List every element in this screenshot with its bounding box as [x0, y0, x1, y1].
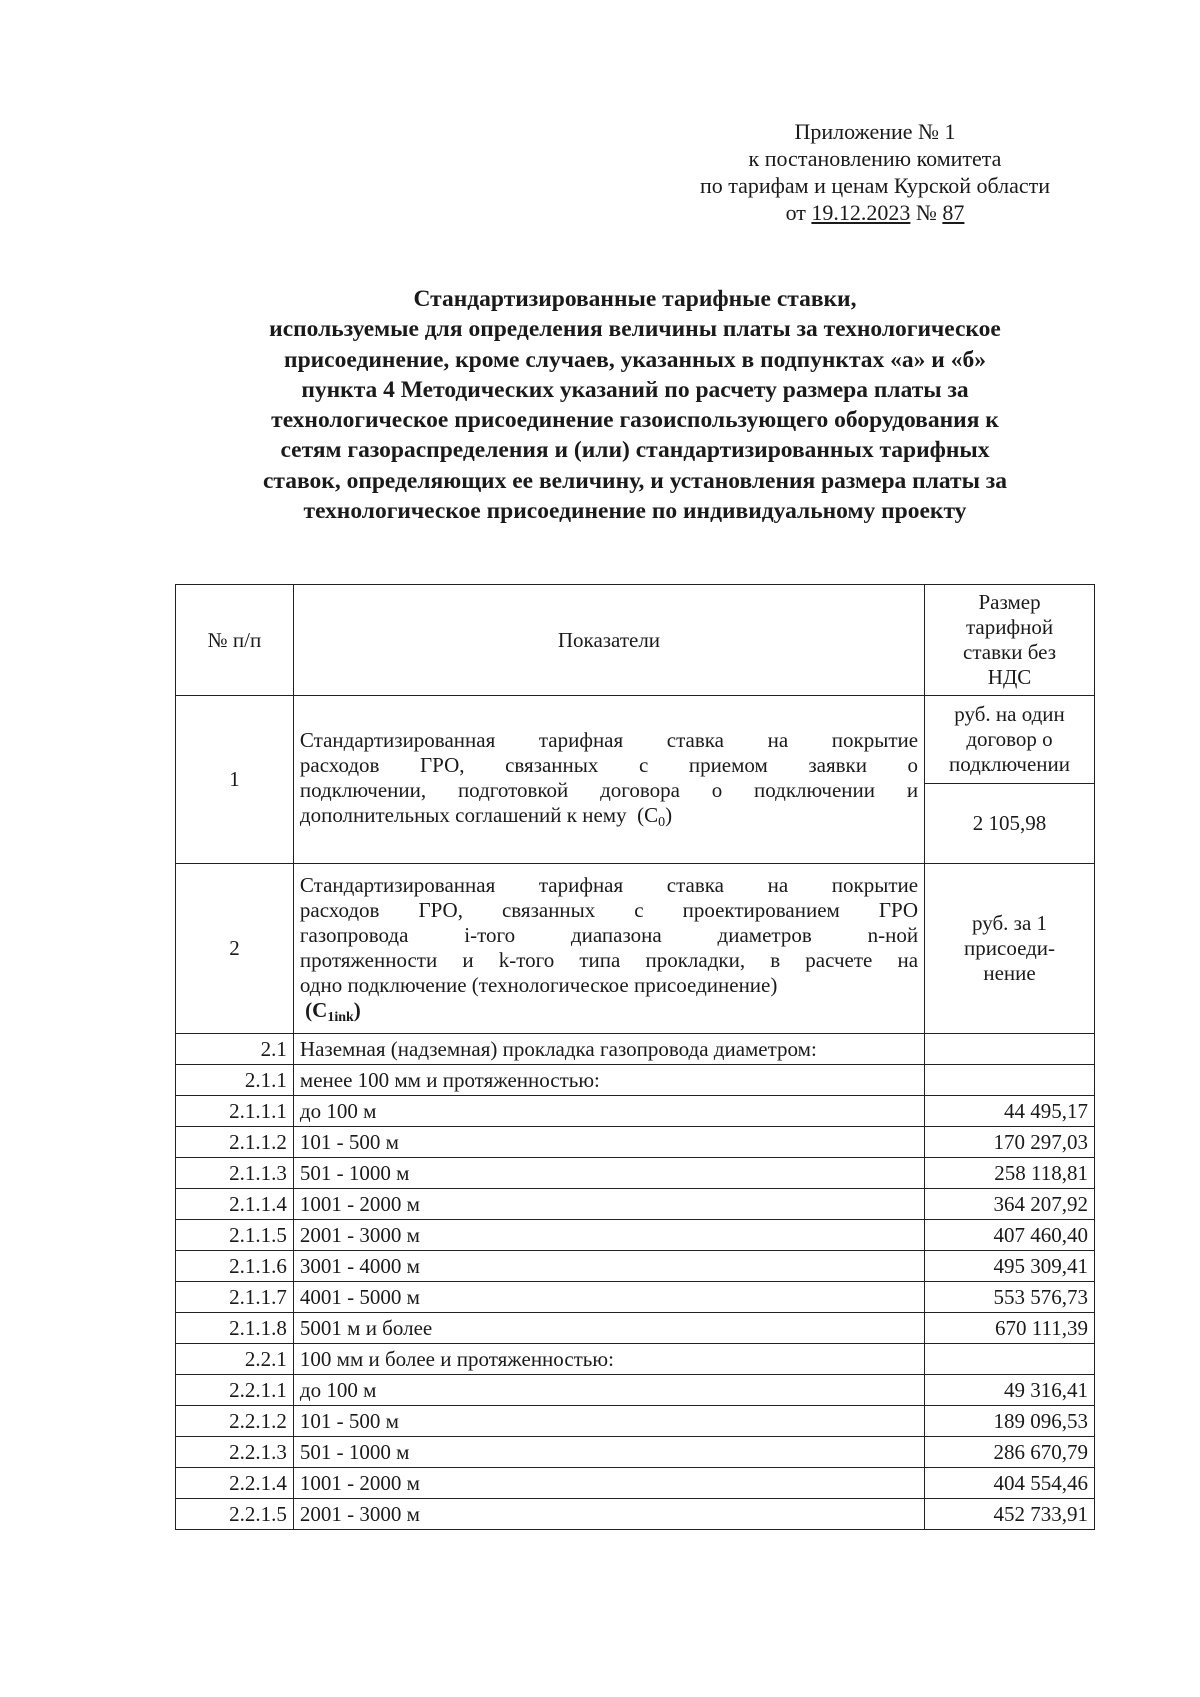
row-num: 2.2.1.3 [176, 1437, 294, 1468]
row-indicator: 101 - 500 м [293, 1406, 924, 1437]
row-value: 286 670,79 [925, 1437, 1095, 1468]
header-indicator: Показатели [293, 585, 924, 696]
tariff-data-rows [176, 1034, 1095, 1530]
row-1-value: 2 105,98 [925, 784, 1095, 864]
table-row [176, 1251, 1095, 1282]
row-value [925, 1034, 1095, 1065]
row-num: 2.1.1.7 [176, 1282, 294, 1313]
row-num: 2.1.1.3 [176, 1158, 294, 1189]
header-num: № п/п [176, 585, 294, 696]
table-row [176, 1406, 1095, 1437]
row-num: 2.1.1 [176, 1065, 294, 1096]
row-num: 2.2.1.5 [176, 1499, 294, 1530]
row-1-num: 1 [176, 696, 294, 864]
appendix-committee: по тарифам и ценам Курской области [699, 173, 1051, 198]
row-indicator: 101 - 500 м [293, 1127, 924, 1158]
row-num: 2.1.1.1 [176, 1096, 294, 1127]
table-row [176, 1344, 1095, 1375]
row-indicator: 2001 - 3000 м [293, 1220, 924, 1251]
row-value [925, 1065, 1095, 1096]
row-2-num: 2 [176, 864, 294, 1034]
table-row [176, 1282, 1095, 1313]
table-row [176, 1189, 1095, 1220]
row-num: 2.2.1 [176, 1344, 294, 1375]
row-indicator: 501 - 1000 м [293, 1437, 924, 1468]
row-indicator: менее 100 мм и протяженностью: [293, 1065, 924, 1096]
appendix-date-line: от 19.12.2023 № 87 [785, 200, 965, 225]
row-value: 258 118,81 [925, 1158, 1095, 1189]
row-2-text: Стандартизированная тарифная ставка на покрытие расходов ГРО, связанных с проектированием ГРО газопровода i-того диапазона диаметров n-ной протяженности и k-того типа прокладки, в расчете на одно подключение (технологическое присоединение) (C1ink) [293, 864, 924, 1034]
table-row-1-unit [176, 696, 1095, 784]
row-value: 553 576,73 [925, 1282, 1095, 1313]
row-indicator: 5001 м и более [293, 1313, 924, 1344]
table-row [176, 1313, 1095, 1344]
row-1-text: Стандартизированная тарифная ставка на покрытие расходов ГРО, связанных с приемом заявки о подключении, подготовкой договора о подключении и дополнительных соглашений к нему (C0) [293, 696, 924, 864]
tariff-table [175, 584, 1095, 1530]
row-indicator: 2001 - 3000 м [293, 1499, 924, 1530]
table-row-2 [176, 864, 1095, 1034]
row-value: 189 096,53 [925, 1406, 1095, 1437]
row-indicator: до 100 м [293, 1096, 924, 1127]
row-value: 364 207,92 [925, 1189, 1095, 1220]
row-value [925, 1344, 1095, 1375]
row-value: 407 460,40 [925, 1220, 1095, 1251]
document-title: Стандартизированные тарифные ставки, используемые для определения величины платы за технологическое присоединение, кроме случаев, указанных в подпунктах «а» и «б» пункта 4 Методических указаний по расчету размера платы за технологическое присоединение газоиспользующего оборудования к сетям газораспределения и (или) стандартизированных тарифных ставок, определяющих ее величину, и установления размера платы за технологическое присоединение по индивидуальному проекту [262, 286, 1007, 525]
row-indicator: 3001 - 4000 м [293, 1251, 924, 1282]
table-row [176, 1096, 1095, 1127]
row-num: 2.1.1.6 [176, 1251, 294, 1282]
row-value: 49 316,41 [925, 1375, 1095, 1406]
table-row [176, 1375, 1095, 1406]
table-row [176, 1220, 1095, 1251]
appendix-title: Приложение № 1 [794, 119, 956, 144]
row-num: 2.1.1.8 [176, 1313, 294, 1344]
header-value: Размер тарифной ставки без НДС [925, 585, 1095, 696]
row-num: 2.2.1.4 [176, 1468, 294, 1499]
row-value: 404 554,46 [925, 1468, 1095, 1499]
row-1-unit: руб. на один договор о подключении [925, 696, 1095, 784]
row-num: 2.1.1.2 [176, 1127, 294, 1158]
appendix-header [640, 118, 1110, 226]
table-row [176, 1468, 1095, 1499]
row-num: 2.2.1.1 [176, 1375, 294, 1406]
row-indicator: до 100 м [293, 1375, 924, 1406]
table-row [176, 1127, 1095, 1158]
row-value: 44 495,17 [925, 1096, 1095, 1127]
row-indicator: 4001 - 5000 м [293, 1282, 924, 1313]
row-indicator: Наземная (надземная) прокладка газопровода диаметром: [293, 1034, 924, 1065]
appendix-number: 87 [942, 200, 965, 225]
row-indicator: 1001 - 2000 м [293, 1189, 924, 1220]
row-num: 2.1.1.5 [176, 1220, 294, 1251]
appendix-date: 19.12.2023 [811, 200, 911, 225]
row-value: 170 297,03 [925, 1127, 1095, 1158]
row-value: 452 733,91 [925, 1499, 1095, 1530]
table-row [176, 1158, 1095, 1189]
table-row [176, 1034, 1095, 1065]
row-2-unit: руб. за 1 присоеди- нение [925, 864, 1095, 1034]
row-indicator: 1001 - 2000 м [293, 1468, 924, 1499]
appendix-resolution: к постановлению комитета [748, 146, 1002, 171]
row-value: 495 309,41 [925, 1251, 1095, 1282]
table-header-row [176, 585, 1095, 696]
table-row [176, 1437, 1095, 1468]
row-value: 670 111,39 [925, 1313, 1095, 1344]
row-num: 2.1.1.4 [176, 1189, 294, 1220]
row-num: 2.2.1.2 [176, 1406, 294, 1437]
row-num: 2.1 [176, 1034, 294, 1065]
row-indicator: 501 - 1000 м [293, 1158, 924, 1189]
table-row [176, 1065, 1095, 1096]
table-row [176, 1499, 1095, 1530]
row-indicator: 100 мм и более и протяженностью: [293, 1344, 924, 1375]
